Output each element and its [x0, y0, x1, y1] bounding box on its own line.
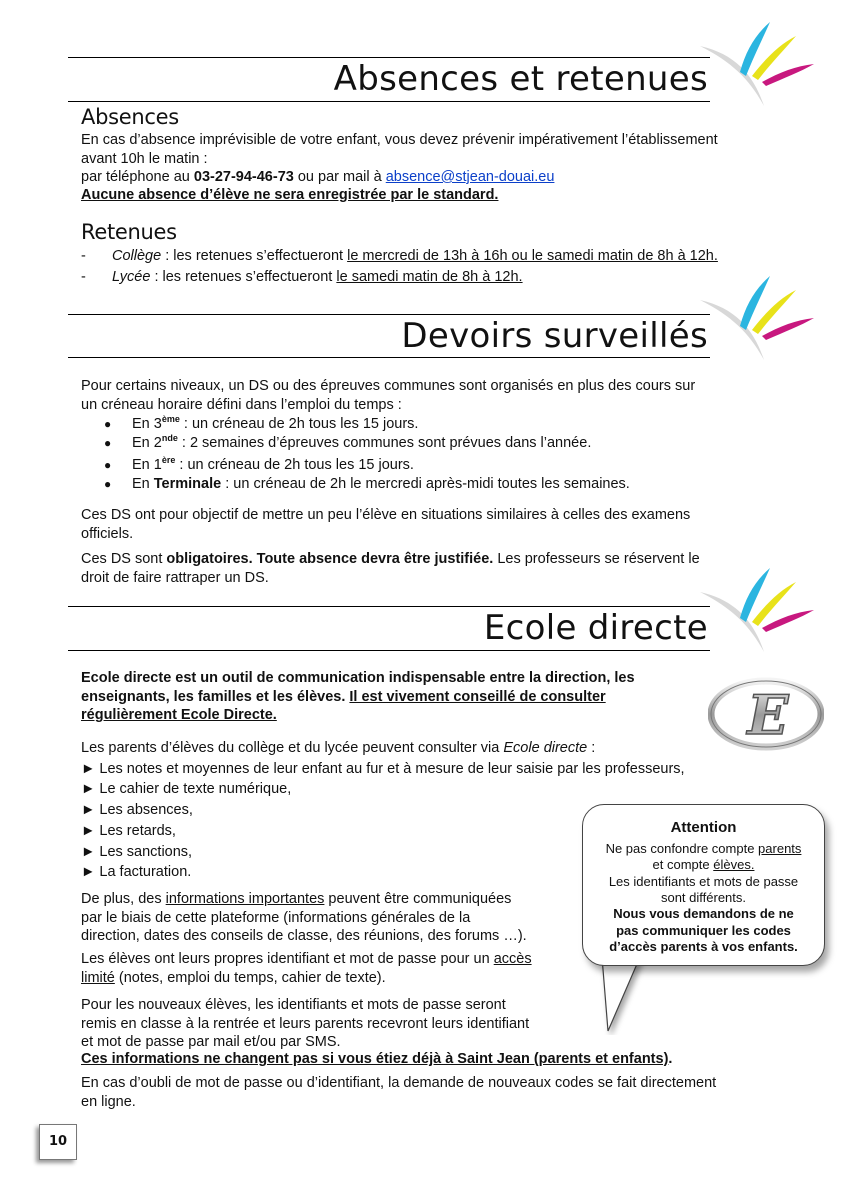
page-number: 10 [39, 1124, 77, 1160]
devoirs-bullet-1ere: ● En 1ère : un créneau de 2h tous les 15 jours. [104, 455, 414, 473]
devoirs-paragraph-obligatoires: Ces DS sont obligatoires. Toute absence devra être justifiée. Les professeurs se réservent le droit de faire rattraper un DS. [81, 551, 700, 586]
absences-heading: Absences [81, 105, 179, 129]
attention-callout: Attention Ne pas confondre compte parents et compte élèves. Les identifiants et mots de passe sont différents. Nous vous demandons de ne pas communiquer les codes d’accès parents à vos enfants. [582, 804, 825, 966]
ecole-list-item-facturation: ► La facturation. [81, 864, 192, 880]
ecole-paragraph-saint-jean: Ces informations ne changent pas si vous étiez déjà à Saint Jean (parents et enfants). [81, 1051, 673, 1067]
ecole-paragraph-identifiants: Les élèves ont leurs propres identifiant et mot de passe pour un accès limité (notes, emploi du temps, cahier de texte). [81, 951, 532, 986]
absences-paragraph-1: En cas d’absence imprévisible de votre enfant, vous devez prévenir impérativement l’établissement avant 10h le matin : [81, 132, 718, 167]
ecole-paragraph-informations: De plus, des informations importantes peuvent être communiquées par le biais de cette plateforme (informations générales de la direction, dates des conseils de classe, des réunions, des forums …). [81, 891, 527, 945]
absence-email-link[interactable]: absence@stjean-douai.eu [385, 169, 555, 185]
banner-absences-retenues: Absences et retenues [333, 59, 708, 99]
decorative-splash-icon [696, 18, 826, 110]
ecole-paragraph-oubli: En cas d’oubli de mot de passe ou d’identifiant, la demande de nouveaux codes se fait directement en ligne. [81, 1075, 717, 1110]
devoirs-bullet-terminale: ● En Terminale : un créneau de 2h le mercredi après-midi toutes les semaines. [104, 476, 630, 492]
decorative-splash-icon [696, 272, 826, 364]
phone-number: 03-27-94-46-73 [193, 169, 294, 185]
retenues-lycee-item: - Lycée : les retenues s’effectueront le samedi matin de 8h à 12h. [81, 269, 523, 285]
callout-tail [596, 955, 656, 1035]
banner-ecole-directe: Ecole directe [483, 608, 708, 648]
devoirs-paragraph-objectif: Ces DS ont pour objectif de mettre un peu l’élève en situations similaires à celles des examens officiels. [81, 507, 691, 542]
banner-rule-bottom-3 [68, 650, 710, 651]
retenues-college-item: - Collège : les retenues s’effectueront le mercredi de 13h à 16h ou le samedi matin de 8h à 12h. [81, 248, 718, 264]
ecole-paragraph-nouveaux: Pour les nouveaux élèves, les identifiants et mots de passe seront remis en classe à la rentrée et leurs parents recevront leurs identifiant et mot de passe par mail et/ou par SMS. [81, 997, 530, 1051]
banner-rule-bottom-2 [68, 357, 710, 358]
devoirs-intro: Pour certains niveaux, un DS ou des épreuves communes sont organisés en plus des cours sur un créneau horaire défini dans l’emploi du temps : [81, 378, 696, 413]
banner-rule-bottom-1 [68, 101, 710, 102]
callout-title: Attention [670, 819, 737, 836]
ecole-list-item-retards: ► Les retards, [81, 823, 176, 839]
devoirs-bullet-3eme: ● En 3ème : un créneau de 2h tous les 15 jours. [104, 414, 419, 432]
ecole-list-item-cahier: ► Le cahier de texte numérique, [81, 781, 292, 797]
absences-contact: par téléphone au 03-27-94-46-73 ou par mail à absence@stjean-douai.eu [81, 169, 555, 185]
banner-devoirs-surveilles: Devoirs surveillés [401, 316, 708, 356]
ecole-list-item-notes: ► Les notes et moyennes de leur enfant au fur et à mesure de leur saisie par les professeurs, [81, 761, 685, 777]
ecole-list-item-sanctions: ► Les sanctions, [81, 844, 193, 860]
svg-text:E: E [747, 683, 789, 747]
ecole-intro: Ecole directe est un outil de communication indispensable entre la direction, les enseignants, les familles et les élèves. Il est vivement conseillé de consulter régulièrement Ecole Directe. [81, 670, 635, 724]
ecole-list-item-absences: ► Les absences, [81, 802, 193, 818]
devoirs-bullet-2nde: ● En 2nde : 2 semaines d’épreuves communes sont prévues dans l’année. [104, 433, 592, 451]
absences-warning: Aucune absence d’élève ne sera enregistrée par le standard. [81, 187, 499, 203]
ecole-list-intro: Les parents d’élèves du collège et du lycée peuvent consulter via Ecole directe : [81, 740, 596, 756]
decorative-splash-icon [696, 564, 826, 656]
retenues-heading: Retenues [81, 220, 177, 244]
